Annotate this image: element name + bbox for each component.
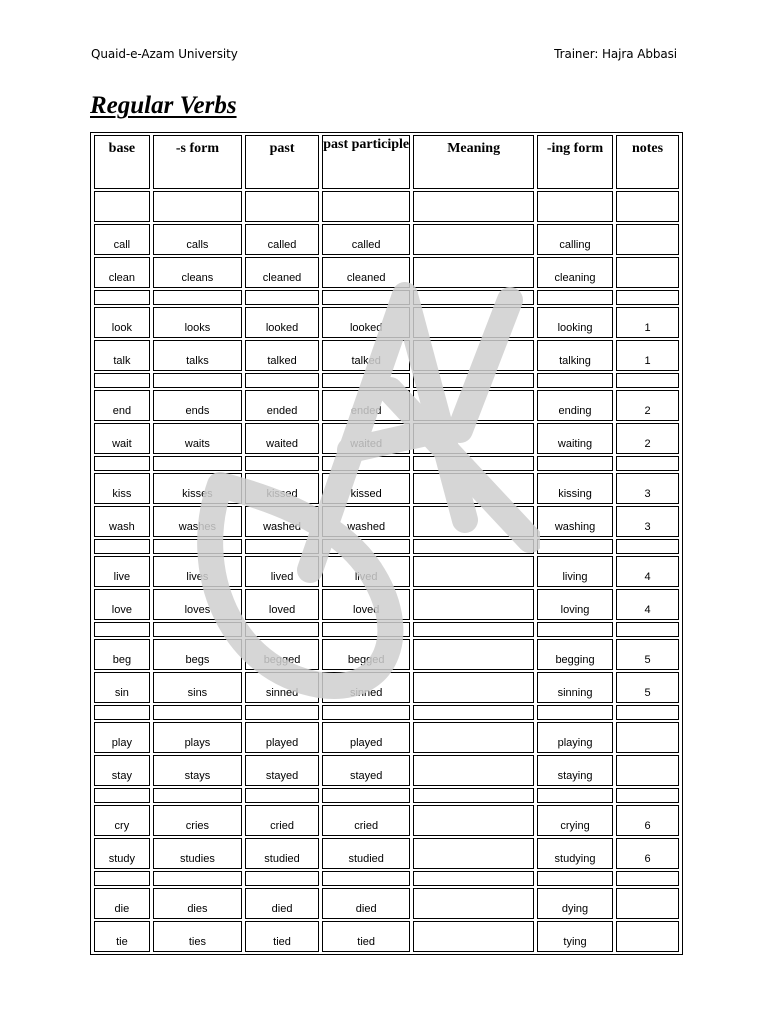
cell-meaning xyxy=(413,506,534,537)
cell-s-form: plays xyxy=(153,722,242,753)
verb-row xyxy=(94,672,679,703)
cell-notes: 1 xyxy=(616,307,679,338)
cell-ing-form: ending xyxy=(537,390,613,421)
empty-cell xyxy=(94,871,150,886)
cell-ing-form: calling xyxy=(537,224,613,255)
cell-notes: 6 xyxy=(616,838,679,869)
cell-meaning xyxy=(413,589,534,620)
empty-cell xyxy=(537,788,613,803)
cell-notes: 5 xyxy=(616,672,679,703)
cell-past: tied xyxy=(245,921,319,952)
cell-meaning xyxy=(413,340,534,371)
cell-meaning xyxy=(413,556,534,587)
empty-cell xyxy=(322,705,410,720)
cell-ing-form: playing xyxy=(537,722,613,753)
cell-past: begged xyxy=(245,639,319,670)
cell-s-form: loves xyxy=(153,589,242,620)
cell-notes: 6 xyxy=(616,805,679,836)
cell-base: sin xyxy=(94,672,150,703)
empty-cell xyxy=(322,788,410,803)
empty-cell xyxy=(537,373,613,388)
column-header-s-form: -s form xyxy=(153,135,242,189)
empty-cell xyxy=(413,788,534,803)
cell-notes: 4 xyxy=(616,556,679,587)
cell-base: talk xyxy=(94,340,150,371)
column-header-notes: notes xyxy=(616,135,679,189)
spacer-row xyxy=(94,788,679,803)
empty-cell xyxy=(153,871,242,886)
cell-base: live xyxy=(94,556,150,587)
empty-cell xyxy=(537,456,613,471)
cell-base: wash xyxy=(94,506,150,537)
empty-cell xyxy=(413,456,534,471)
cell-past-participle: ended xyxy=(322,390,410,421)
empty-cell xyxy=(245,373,319,388)
cell-meaning xyxy=(413,639,534,670)
cell-ing-form: crying xyxy=(537,805,613,836)
verb-row xyxy=(94,423,679,454)
cell-base: cry xyxy=(94,805,150,836)
cell-s-form: calls xyxy=(153,224,242,255)
cell-past-participle: looked xyxy=(322,307,410,338)
spacer-row xyxy=(94,871,679,886)
cell-past-participle: studied xyxy=(322,838,410,869)
cell-base: look xyxy=(94,307,150,338)
spacer-row xyxy=(94,456,679,471)
table-header-row xyxy=(94,135,679,189)
cell-notes xyxy=(616,888,679,919)
cell-s-form: dies xyxy=(153,888,242,919)
empty-cell xyxy=(616,788,679,803)
cell-s-form: stays xyxy=(153,755,242,786)
cell-meaning xyxy=(413,473,534,504)
cell-notes: 3 xyxy=(616,473,679,504)
cell-past: kissed xyxy=(245,473,319,504)
cell-ing-form: waiting xyxy=(537,423,613,454)
column-header-past-participle: past participle xyxy=(322,135,410,189)
cell-ing-form: talking xyxy=(537,340,613,371)
cell-ing-form: begging xyxy=(537,639,613,670)
empty-cell xyxy=(94,622,150,637)
empty-cell xyxy=(94,290,150,305)
empty-cell xyxy=(616,290,679,305)
cell-notes xyxy=(616,722,679,753)
cell-meaning xyxy=(413,672,534,703)
empty-cell xyxy=(413,871,534,886)
cell-ing-form: staying xyxy=(537,755,613,786)
verb-row xyxy=(94,224,679,255)
cell-past-participle: tied xyxy=(322,921,410,952)
cell-notes: 2 xyxy=(616,390,679,421)
cell-s-form: cleans xyxy=(153,257,242,288)
empty-cell xyxy=(245,705,319,720)
empty-cell xyxy=(245,290,319,305)
empty-cell xyxy=(322,871,410,886)
cell-s-form: studies xyxy=(153,838,242,869)
cell-past-participle: called xyxy=(322,224,410,255)
cell-s-form: talks xyxy=(153,340,242,371)
cell-past-participle: stayed xyxy=(322,755,410,786)
verb-row xyxy=(94,390,679,421)
cell-past: studied xyxy=(245,838,319,869)
cell-s-form: begs xyxy=(153,639,242,670)
cell-past: played xyxy=(245,722,319,753)
column-header-ing-form: -ing form xyxy=(537,135,613,189)
empty-cell xyxy=(153,705,242,720)
cell-past: looked xyxy=(245,307,319,338)
column-header-past: past xyxy=(245,135,319,189)
empty-cell xyxy=(153,290,242,305)
cell-base: play xyxy=(94,722,150,753)
verb-row xyxy=(94,340,679,371)
empty-cell xyxy=(616,373,679,388)
verb-row xyxy=(94,257,679,288)
empty-cell xyxy=(616,871,679,886)
cell-meaning xyxy=(413,755,534,786)
verb-row xyxy=(94,589,679,620)
empty-cell xyxy=(245,871,319,886)
cell-base: beg xyxy=(94,639,150,670)
empty-cell xyxy=(94,191,150,222)
cell-s-form: ties xyxy=(153,921,242,952)
cell-past-participle: played xyxy=(322,722,410,753)
spacer-row xyxy=(94,290,679,305)
cell-past: lived xyxy=(245,556,319,587)
empty-cell xyxy=(153,788,242,803)
empty-cell xyxy=(153,622,242,637)
empty-cell xyxy=(413,290,534,305)
cell-meaning xyxy=(413,257,534,288)
page-title: Regular Verbs xyxy=(90,92,237,119)
cell-past: loved xyxy=(245,589,319,620)
cell-notes: 3 xyxy=(616,506,679,537)
cell-base: die xyxy=(94,888,150,919)
verb-row xyxy=(94,556,679,587)
empty-cell xyxy=(153,539,242,554)
cell-meaning xyxy=(413,423,534,454)
cell-past: sinned xyxy=(245,672,319,703)
cell-meaning xyxy=(413,921,534,952)
cell-notes: 1 xyxy=(616,340,679,371)
empty-cell xyxy=(322,290,410,305)
cell-s-form: lives xyxy=(153,556,242,587)
verb-row xyxy=(94,639,679,670)
cell-notes xyxy=(616,921,679,952)
empty-cell xyxy=(413,191,534,222)
cell-notes: 5 xyxy=(616,639,679,670)
verb-row xyxy=(94,921,679,952)
verbs-table-body xyxy=(94,191,679,952)
empty-cell xyxy=(322,456,410,471)
empty-cell xyxy=(616,705,679,720)
verb-row xyxy=(94,805,679,836)
cell-ing-form: loving xyxy=(537,589,613,620)
cell-meaning xyxy=(413,805,534,836)
cell-ing-form: kissing xyxy=(537,473,613,504)
empty-cell xyxy=(94,456,150,471)
cell-base: kiss xyxy=(94,473,150,504)
cell-past-participle: lived xyxy=(322,556,410,587)
empty-cell xyxy=(537,290,613,305)
empty-cell xyxy=(153,191,242,222)
empty-cell xyxy=(413,373,534,388)
empty-cell xyxy=(153,456,242,471)
cell-past: died xyxy=(245,888,319,919)
cell-base: love xyxy=(94,589,150,620)
cell-past: cleaned xyxy=(245,257,319,288)
verb-row xyxy=(94,888,679,919)
empty-cell xyxy=(245,539,319,554)
cell-base: stay xyxy=(94,755,150,786)
cell-s-form: sins xyxy=(153,672,242,703)
empty-cell xyxy=(322,539,410,554)
verb-row xyxy=(94,506,679,537)
trainer-name: Trainer: Hajra Abbasi xyxy=(554,47,677,61)
empty-cell xyxy=(94,788,150,803)
empty-cell xyxy=(537,871,613,886)
empty-cell xyxy=(94,539,150,554)
verb-row xyxy=(94,473,679,504)
column-header-meaning: Meaning xyxy=(413,135,534,189)
cell-s-form: cries xyxy=(153,805,242,836)
empty-cell xyxy=(616,191,679,222)
empty-cell xyxy=(322,373,410,388)
empty-cell xyxy=(413,622,534,637)
cell-base: call xyxy=(94,224,150,255)
cell-past-participle: sinned xyxy=(322,672,410,703)
cell-notes xyxy=(616,755,679,786)
cell-past: ended xyxy=(245,390,319,421)
cell-past-participle: kissed xyxy=(322,473,410,504)
cell-past-participle: washed xyxy=(322,506,410,537)
cell-base: tie xyxy=(94,921,150,952)
cell-notes xyxy=(616,257,679,288)
empty-cell xyxy=(245,456,319,471)
cell-past: waited xyxy=(245,423,319,454)
cell-meaning xyxy=(413,888,534,919)
cell-base: study xyxy=(94,838,150,869)
empty-cell xyxy=(616,622,679,637)
cell-ing-form: tying xyxy=(537,921,613,952)
verbs-table xyxy=(90,132,683,955)
cell-past-participle: cried xyxy=(322,805,410,836)
cell-notes xyxy=(616,224,679,255)
spacer-row xyxy=(94,705,679,720)
empty-cell xyxy=(616,539,679,554)
institution-name: Quaid-e-Azam University xyxy=(91,47,238,61)
verb-row xyxy=(94,722,679,753)
cell-meaning xyxy=(413,722,534,753)
cell-ing-form: cleaning xyxy=(537,257,613,288)
cell-ing-form: looking xyxy=(537,307,613,338)
spacer-row xyxy=(94,622,679,637)
empty-cell xyxy=(413,705,534,720)
cell-ing-form: dying xyxy=(537,888,613,919)
cell-past: called xyxy=(245,224,319,255)
empty-cell xyxy=(322,622,410,637)
empty-cell xyxy=(616,456,679,471)
cell-base: wait xyxy=(94,423,150,454)
cell-past-participle: loved xyxy=(322,589,410,620)
cell-ing-form: sinning xyxy=(537,672,613,703)
cell-ing-form: washing xyxy=(537,506,613,537)
cell-past: washed xyxy=(245,506,319,537)
cell-past-participle: cleaned xyxy=(322,257,410,288)
cell-ing-form: studying xyxy=(537,838,613,869)
empty-cell xyxy=(537,191,613,222)
spacer-row xyxy=(94,373,679,388)
empty-cell xyxy=(245,622,319,637)
empty-cell xyxy=(537,705,613,720)
cell-past-participle: waited xyxy=(322,423,410,454)
cell-past-participle: begged xyxy=(322,639,410,670)
empty-cell xyxy=(94,373,150,388)
cell-notes: 4 xyxy=(616,589,679,620)
cell-s-form: waits xyxy=(153,423,242,454)
verb-row xyxy=(94,755,679,786)
empty-cell xyxy=(322,191,410,222)
cell-notes: 2 xyxy=(616,423,679,454)
cell-s-form: ends xyxy=(153,390,242,421)
cell-base: end xyxy=(94,390,150,421)
verb-row xyxy=(94,838,679,869)
empty-cell xyxy=(94,705,150,720)
cell-s-form: kisses xyxy=(153,473,242,504)
empty-cell xyxy=(537,622,613,637)
cell-s-form: looks xyxy=(153,307,242,338)
cell-meaning xyxy=(413,224,534,255)
empty-cell xyxy=(245,788,319,803)
empty-cell xyxy=(245,191,319,222)
cell-past-participle: talked xyxy=(322,340,410,371)
cell-past: cried xyxy=(245,805,319,836)
column-header-base: base xyxy=(94,135,150,189)
cell-s-form: washes xyxy=(153,506,242,537)
cell-ing-form: living xyxy=(537,556,613,587)
cell-meaning xyxy=(413,307,534,338)
empty-cell xyxy=(537,539,613,554)
cell-meaning xyxy=(413,838,534,869)
cell-past-participle: died xyxy=(322,888,410,919)
cell-meaning xyxy=(413,390,534,421)
verb-row xyxy=(94,307,679,338)
cell-base: clean xyxy=(94,257,150,288)
spacer-row xyxy=(94,191,679,222)
empty-cell xyxy=(413,539,534,554)
spacer-row xyxy=(94,539,679,554)
cell-past: stayed xyxy=(245,755,319,786)
cell-past: talked xyxy=(245,340,319,371)
empty-cell xyxy=(153,373,242,388)
